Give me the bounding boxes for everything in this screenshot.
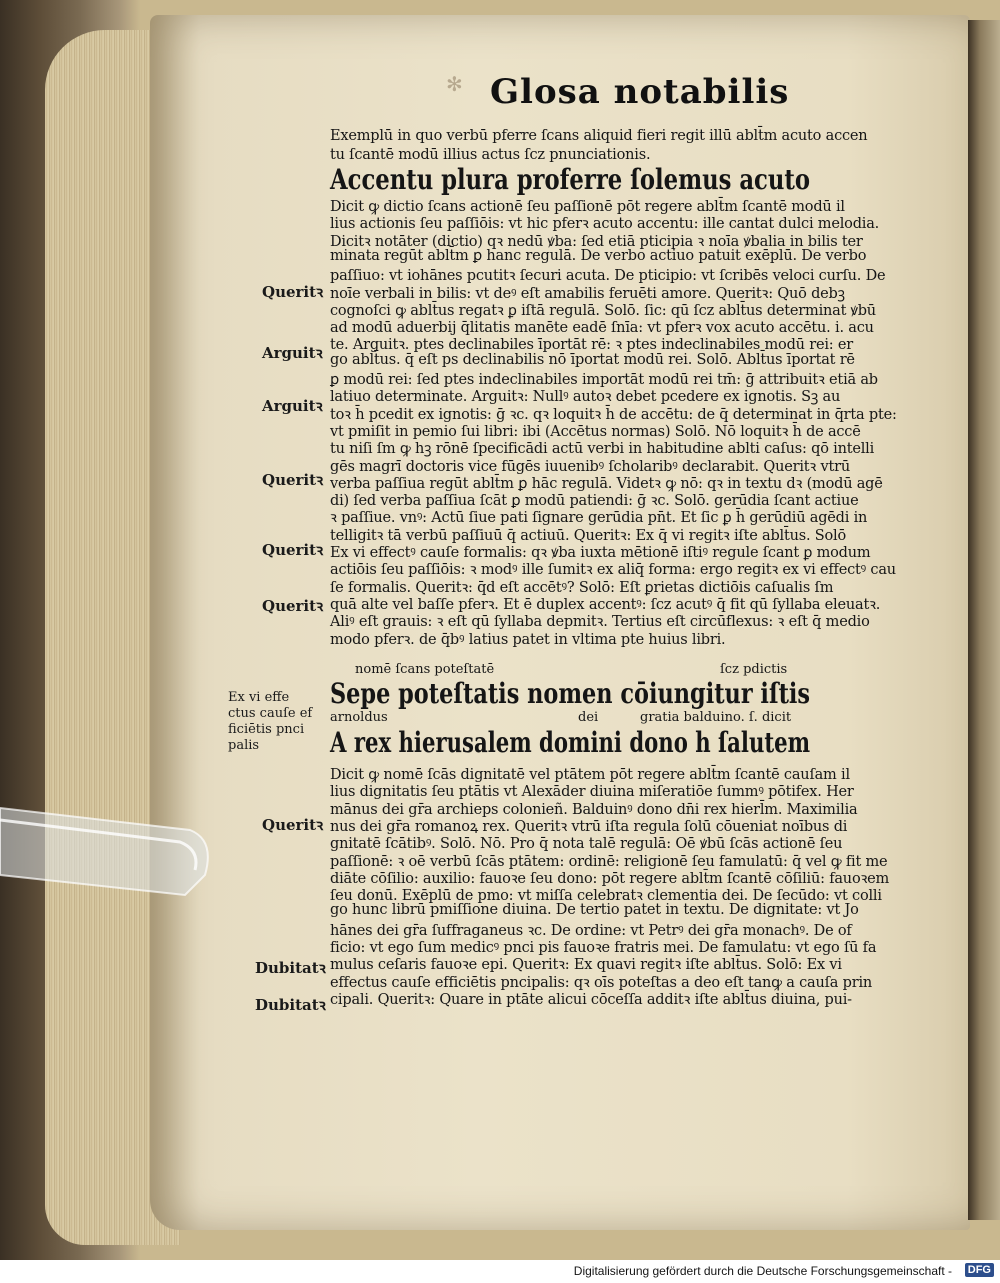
body-line: diāte cōſilio: auxilio: fauoꝛe ſeu dono: pōt regere ablt̄m ſcantē cōſiliū: fauoꝛem [330, 870, 890, 887]
body-line: vt pmiſit in pemio ſui libri: ibi (Accētus normas) Solō. Nō loquitꝛ h̄ de accē [330, 423, 861, 440]
body-line: quā alte vel baſſe pferꝛ. Et ē duplex accentꝰ: ſcz acutꝰ q̄ fit qū ſyllaba eleuatꝛ. [330, 596, 881, 613]
body-line: gnitatē ſcātibꝰ. Solō. Nō. Pro q̄ nota talē regulā: Oē ꝟbū ſcās actionē ſeu [330, 836, 843, 853]
running-title: Glosa notabilis [490, 72, 790, 112]
body-line: modo pferꝛ. de q̄bꝰ latius patet in vltima pte huius libri. [330, 631, 726, 648]
body-line: ſe formalis. Queritꝛ: q̄d eſt accētꝰ? Solō: Eſt ꝑrietas dictiōis caſualis ſm [330, 579, 834, 596]
margin-note: Queritꝛ [262, 471, 324, 489]
intro-line: Exemplū in quo verbū pferre ſcans aliquid fieri regit illū ablt̄m acuto accen [330, 128, 868, 144]
body-line: latiuo determinate. Arguitꝛ: Nullꝰ autoꝛ debet pcedere ex ignotis. Sꝫ au [330, 389, 841, 406]
body-line: ficio: vt ego ſum medicꝰ pnci pis fauoꝛe fratris mei. De famulatu: vt ego ſū fa [330, 940, 877, 956]
interlinear-gloss: dei [578, 710, 599, 725]
margin-note: Queritꝛ [262, 816, 324, 834]
body-line: toꝛ h̄ pcedit ex ignotis: ḡ ꝛc. qꝛ loquitꝛ h̄ de accētu: de q̄ determinat in q̄rta pte: [330, 406, 897, 423]
verse-heading: Accentu plura proferre ſolemus acuto [330, 163, 811, 196]
dfg-logo: DFG [965, 1263, 994, 1277]
interlinear-gloss: nomē ſcans poteſtatē [355, 662, 495, 677]
margin-note: Queritꝛ [262, 597, 324, 615]
margin-note: Dubitatꝛ [255, 996, 326, 1014]
body-line: hānes dei gr̄a ſuffraganeus ꝛc. De ordine: vt Petrꝰ dei gr̄a monachꝰ. De of [330, 922, 852, 939]
facing-page-edge [968, 20, 1000, 1220]
body-line: cognoſci ꝙ ablt̄us regatꝛ ꝑ iſtā regulā. Solō. ſic: qū ſcz ablt̄us determinat ꝟbū [330, 302, 876, 319]
body-line: minata regūt ablt̄m ꝑ hanc regulā. De verbo actiuo patuit exēplū. De verbo [330, 247, 867, 264]
body-line: ꝛ paſſiue. vnꝰ: Actū ſiue pati ſignare gerūdia pn̄t. Et ſic ꝑ h̄ gerūdiū agēdi in [330, 510, 868, 527]
body-line: Dicit ꝙ nomē ſcās dignitatē vel ptātem pōt regere ablt̄m ſcantē cauſam il [330, 767, 850, 783]
body-line: noīe verbali in bilis: vt deꝰ eſt amabilis feruēti amore. Queritꝛ: Quō debꝫ [330, 285, 845, 302]
body-line: actiōis ſeu paſſiōis: ꝛ modꝰ ille ſumitꝛ ex aliq̄ forma: ergo regitꝛ ex vi effectꝰ cau [330, 562, 896, 579]
side-note: ctus cauſe ef [228, 706, 313, 721]
intro-line: tu ſcantē modū illius actus ſcz pnunciationis. [330, 147, 651, 163]
body-line: Aliꝰ eſt grauis: ꝛ eſt qū ſyllaba depmitꝛ. Tertius eſt circūflexus: ꝛ eſt q̄ medio [330, 614, 870, 631]
verse-heading: Sepe poteſtatis nomen cōiungitur iſtis [330, 677, 811, 710]
body-line: Ex vi effectꝰ cauſe formalis: qꝛ ꝟba iuxta mētionē iſtiꝰ regule ſcant ꝑ modum [330, 545, 871, 561]
side-note: ficiētis pnci [228, 722, 305, 737]
interlinear-gloss: gratia balduino. ſ. dicit [640, 710, 792, 725]
body-line: cipali. Queritꝛ: Quare in ptāte alicui cōceſſa additꝛ iſte ablt̄us diuina, pui- [330, 991, 852, 1008]
body-line: paſſiuo: vt iohānes pcutitꝛ ſecuri acuta. De pticipio: vt ſcribēs veloci curſu. De [330, 268, 886, 285]
margin-note: Arguitꝛ [262, 397, 323, 415]
footer-credit: Digitalisierung gefördert durch die Deutsche Forschungsgemeinschaft - [573, 1264, 952, 1278]
margin-note: Queritꝛ [262, 541, 324, 559]
margin-note: Dubitatꝛ [255, 959, 326, 977]
body-line: paſſionē: ꝛ oē verbū ſcās ptātem: ordinē: religionē ſeu famulatū: q̄ vel ꝙ fit me [330, 853, 888, 870]
body-line: ꝑ modū rei: ſed ptes indeclinabiles importāt modū rei tm̄: ḡ attribuitꝛ etiā ab [330, 372, 878, 388]
body-line: lius dignitatis ſeu ptātis vt Alexāder diuina miſeratiōe ſummꝰ pōtifex. Her [330, 784, 854, 801]
body-line: ad modū aduerbij q̄litatis manēte eadē ſnīa: vt pferꝛ vox acuto accētu. i. acu [330, 320, 874, 337]
body-line: mānus dei gr̄a archieps colonieñ. Balduinꝰ dono dn̄i rex hierl̄m. Maximilia [330, 801, 858, 818]
body-line: di) ſed verba paſſiua ſcāt ꝑ modū patiendi: ḡ ꝛc. Solō. gerūdia ſcant actiue [330, 493, 859, 510]
body-line: mulus ceſaris fauoꝛe epi. Queritꝛ: Ex quavi regitꝛ iſte ablt̄us. Solō: Ex vi [330, 957, 842, 974]
margin-note: Arguitꝛ [262, 344, 323, 362]
show-through-ornament: ✻ [446, 72, 463, 96]
body-line: tu niſi ſm ꝙ hꝫ rōnē ſpecificādi actū verbi in habitudine ablti caſus: qō intelli [330, 441, 875, 458]
body-line: lius actionis ſeu paſſiōis: vt hic pferꝛ acuto accentu: ille cantat dulci melodia. [330, 216, 880, 233]
body-line: effectus cauſe efficiētis pncipalis: qꝛ oīs poteſtas a deo eſt tanꝙ a cauſa prin [330, 974, 873, 991]
verse-heading: A rex hierusalem domini dono h ſalutem [330, 726, 811, 759]
body-line: te. Arguitꝛ. ptes declinabiles īportāt rē: ꝛ ptes indeclinabiles modū rei: er [330, 337, 853, 354]
footer-bar [0, 1260, 1000, 1283]
body-line: verba paſſiua regūt ablt̄m ꝑ hāc regulā. Videtꝛ ꝙ nō: qꝛ in textu dꝛ (modū agē [330, 475, 883, 492]
body-line: ſeu donū. Exēplū de pmo: vt miſſa celebratꝛ clementia dei. De ſecūdo: vt colli [330, 888, 882, 905]
interlinear-gloss: ſcz pdictis [720, 662, 788, 677]
body-line: go ablt̄us. q̄ eſt ps declinabilis nō īportat modū rei. Solō. Ablt̄us īportat rē [330, 351, 855, 368]
margin-note: Queritꝛ [262, 283, 324, 301]
interlinear-gloss: arnoldus [330, 710, 388, 725]
side-note: Ex vi effe [228, 690, 290, 705]
body-line: go hunc librū pmiſſione diuina. De tertio patet in textu. De dignitate: vt Jo [330, 902, 859, 919]
body-line: Dicit ꝙ dictio ſcans actionē ſeu paſſionē pōt regere ablt̄m ſcantē modū il [330, 199, 845, 215]
body-line: nus dei gr̄a romanoꝝ rex. Queritꝛ vtrū iſta regula ſolū cōueniat noībus di [330, 818, 848, 835]
body-line: Dicitꝛ notāter (dictio) qꝛ nedū ꝟba: ſed etiā pticipia ꝛ noīa ꝟbalia in bilis ter [330, 233, 863, 250]
side-note: palis [228, 738, 260, 753]
glass-weight [0, 800, 220, 920]
body-line: gēs magrī doctoris vice fūgēs iuuenibꝰ ſcholaribꝰ declarabit. Queritꝛ vtrū [330, 458, 850, 475]
body-line: telligitꝛ tā verbū paſſiuū q̄ actiuū. Queritꝛ: Ex q̄ vi regitꝛ iſte ablt̄us. Solō [330, 527, 847, 544]
